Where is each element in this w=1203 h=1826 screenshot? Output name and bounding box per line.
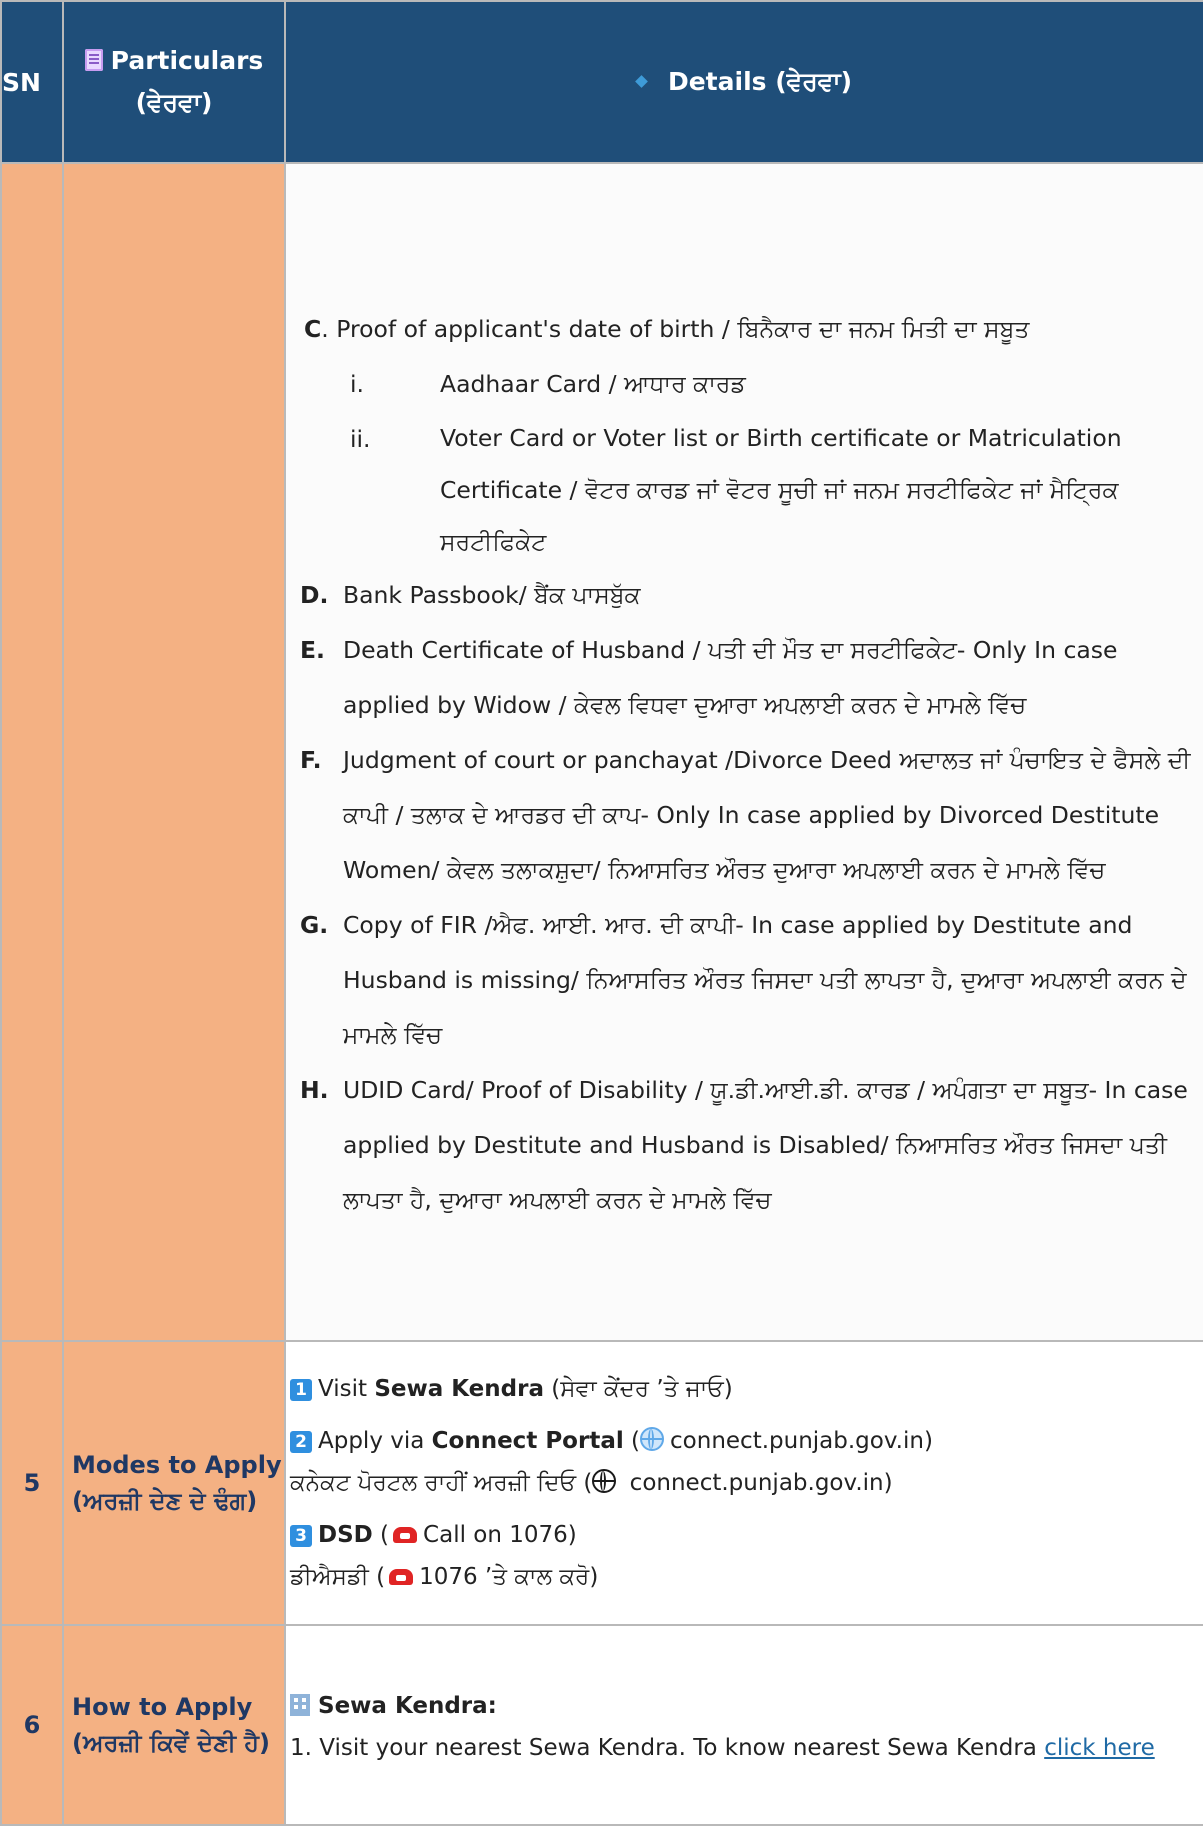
- header-sn: SN: [1, 1, 63, 163]
- mode-connect-portal: [290, 1420, 1203, 1504]
- step-text: 1. Visit your nearest Sewa Kendra. To know nearest Sewa Kendra: [290, 1735, 1045, 1761]
- sewa-kendra-heading: Sewa Kendra:: [318, 1693, 497, 1719]
- globe-icon: [640, 1427, 664, 1451]
- doc-item-c-letter: C: [304, 315, 322, 343]
- number-3-icon: 3: [290, 1525, 312, 1547]
- row6-particular: [63, 1625, 285, 1825]
- doc-item-letter: F.: [300, 746, 322, 774]
- header-particulars-pa: (ਵੇਰਵਾ): [135, 88, 213, 117]
- call-text-pa: 1076 ’ਤੇ ਕਾਲ ਕਰੋ): [419, 1564, 599, 1590]
- doc-item-letter: H.: [300, 1076, 329, 1104]
- row4-particular: [63, 163, 285, 1341]
- row5-details: [285, 1341, 1203, 1625]
- table-row-4: [1, 163, 1203, 1341]
- phone-icon: [389, 1569, 413, 1585]
- sub-item-text: Aadhaar Card / ਆਧਾਰ ਕਾਰਡ: [440, 370, 746, 398]
- doc-item-h: [300, 1063, 1193, 1228]
- sub-item-num: i.: [350, 370, 364, 398]
- doc-item-text: Bank Passbook/ ਬੈਂਕ ਪਾਸਬੁੱਕ: [343, 581, 641, 609]
- header-particulars: [63, 1, 285, 163]
- doc-item-c: [304, 302, 1193, 357]
- sub-item-num: ii.: [350, 425, 371, 453]
- row6-particular-pa: (ਅਰਜ਼ੀ ਕਿਵੇਂ ਦੇਣੀ ਹੈ): [72, 1729, 270, 1757]
- mode-name: Sewa Kendra: [374, 1376, 544, 1402]
- doc-item-letter: E.: [300, 636, 325, 664]
- doc-item-d: [300, 568, 1193, 623]
- row5-particular-pa: (ਅਰਜ਼ੀ ਦੇਣ ਦੇ ਢੰਗ): [72, 1487, 258, 1515]
- doc-item-e: [300, 623, 1193, 733]
- mode-text: Apply via: [318, 1428, 432, 1454]
- how-to-step-1: [290, 1727, 1203, 1769]
- click-here-link[interactable]: click here: [1044, 1735, 1155, 1761]
- number-1-icon: 1: [290, 1379, 312, 1401]
- document-icon: [85, 49, 103, 71]
- sub-item-i: [350, 357, 1193, 412]
- doc-item-text: Judgment of court or panchayat /Divorce Deed ਅਦਾਲਤ ਜਾਂ ਪੰਚਾਇਤ ਦੇ ਫੈਸਲੇ ਦੀ ਕਾਪੀ / ਤਲਾਕ ਦੇ ਆਰਡਰ ਦੀ ਕਾਪ- Only In case applied by Divorced Destitute Women/ ਕੇਵਲ ਤਲਾਕਸ਼ੁਦਾ/ ਨਿਆਸਰਿਤ ਔਰਤ ਦੁਆਰਾ ਅਪਲਾਈ ਕਰਨ ਦੇ ਮਾਮਲੇ ਵਿੱਚ: [343, 746, 1191, 884]
- diamond-icon: [635, 75, 648, 88]
- header-particulars-en: Particulars: [110, 46, 264, 75]
- header-row: [1, 1, 1203, 163]
- call-text: Call on 1076): [423, 1522, 577, 1548]
- header-details-label: Details (ਵੇਰਵਾ): [667, 67, 853, 96]
- number-2-icon: 2: [290, 1431, 312, 1453]
- row6-details: [285, 1625, 1203, 1825]
- row5-particular: [63, 1341, 285, 1625]
- row5-sn: 5: [1, 1341, 63, 1625]
- doc-item-f: [300, 733, 1193, 898]
- doc-item-text: Death Certificate of Husband / ਪਤੀ ਦੀ ਮੌਤ ਦਾ ਸਰਟੀਫਿਕੇਟ- Only In case applied by Widow / ਕੇਵਲ ਵਿਧਵਾ ਦੁਆਰਾ ਅਪਲਾਈ ਕਰਨ ਦੇ ਮਾਮਲੇ ਵਿੱਚ: [343, 636, 1118, 719]
- mode-sewa-kendra: [290, 1368, 1203, 1410]
- portal-url[interactable]: connect.punjab.gov.in): [670, 1428, 933, 1454]
- globe-icon: [592, 1469, 616, 1493]
- table-row-6: [1, 1625, 1203, 1825]
- row6-sn: 6: [1, 1625, 63, 1825]
- sub-item-text: Voter Card or Voter list or Birth certificate or Matriculation Certificate / ਵੋਟਰ ਕਾਰਡ ਜਾਂ ਵੋਟਰ ਸੂਚੀ ਜਾਂ ਜਨਮ ਸਰਟੀਫਿਕੇਟ ਜਾਂ ਮੈਟ੍ਰਿਕ ਸਰਟੀਫਿਕੇਟ: [440, 424, 1122, 556]
- mode-text: (ਸੇਵਾ ਕੇਂਦਰ ’ਤੇ ਜਾਓ): [544, 1376, 733, 1402]
- header-details: [285, 1, 1203, 163]
- sub-item-ii: [350, 412, 1193, 568]
- row5-particular-en: Modes to Apply: [72, 1451, 282, 1479]
- mode-text: (: [372, 1522, 390, 1548]
- mode-name: Connect Portal: [431, 1428, 624, 1454]
- building-icon: [290, 1694, 310, 1716]
- mode-text: Visit: [318, 1376, 375, 1402]
- row4-details: [285, 163, 1203, 1341]
- portal-url-pa[interactable]: connect.punjab.gov.in): [629, 1470, 893, 1496]
- doc-item-text: Copy of FIR /ਐਫ. ਆਈ. ਆਰ. ਦੀ ਕਾਪੀ- In case applied by Destitute and Husband is missing/ ਨਿਆਸਰਿਤ ਔਰਤ ਜਿਸਦਾ ਪਤੀ ਲਾਪਤਾ ਹੈ, ਦੁਆਰਾ ਅਪਲਾਈ ਕਰਨ ਦੇ ਮਾਮਲੇ ਵਿੱਚ: [343, 911, 1187, 1049]
- doc-item-letter: G.: [300, 911, 329, 939]
- mode-text-pa: ਡੀਐਸਡੀ (: [290, 1564, 386, 1590]
- doc-item-letter: D.: [300, 581, 329, 609]
- mode-text-pa: ਕਨੇਕਟ ਪੋਰਟਲ ਰਾਹੀਂ ਅਰਜ਼ੀ ਦਿਓ (: [290, 1470, 593, 1496]
- mode-dsd: [290, 1514, 1203, 1598]
- row6-particular-en: How to Apply: [72, 1693, 253, 1721]
- phone-icon: [393, 1527, 417, 1543]
- mode-name: DSD: [318, 1522, 373, 1548]
- doc-item-text: UDID Card/ Proof of Disability / ਯੂ.ਡੀ.ਆਈ.ਡੀ. ਕਾਰਡ / ਅਪੰਗਤਾ ਦਾ ਸਬੂਤ- In case applied by Destitute and Husband is Disabled/ ਨਿਆਸਰਿਤ ਔਰਤ ਜਿਸਦਾ ਪਤੀ ਲਾਪਤਾ ਹੈ, ਦੁਆਰਾ ਅਪਲਾਈ ਕਰਨ ਦੇ ਮਾਮਲੇ ਵਿੱਚ: [343, 1076, 1188, 1214]
- row4-sn: [1, 163, 63, 1341]
- table-row-5: [1, 1341, 1203, 1625]
- doc-item-c-text: . Proof of applicant's date of birth / ਬਿਨੈਕਾਰ ਦਾ ਜਨਮ ਮਿਤੀ ਦਾ ਸਬੂਤ: [321, 315, 1030, 343]
- mode-text: (: [623, 1428, 641, 1454]
- doc-item-g: [300, 898, 1193, 1063]
